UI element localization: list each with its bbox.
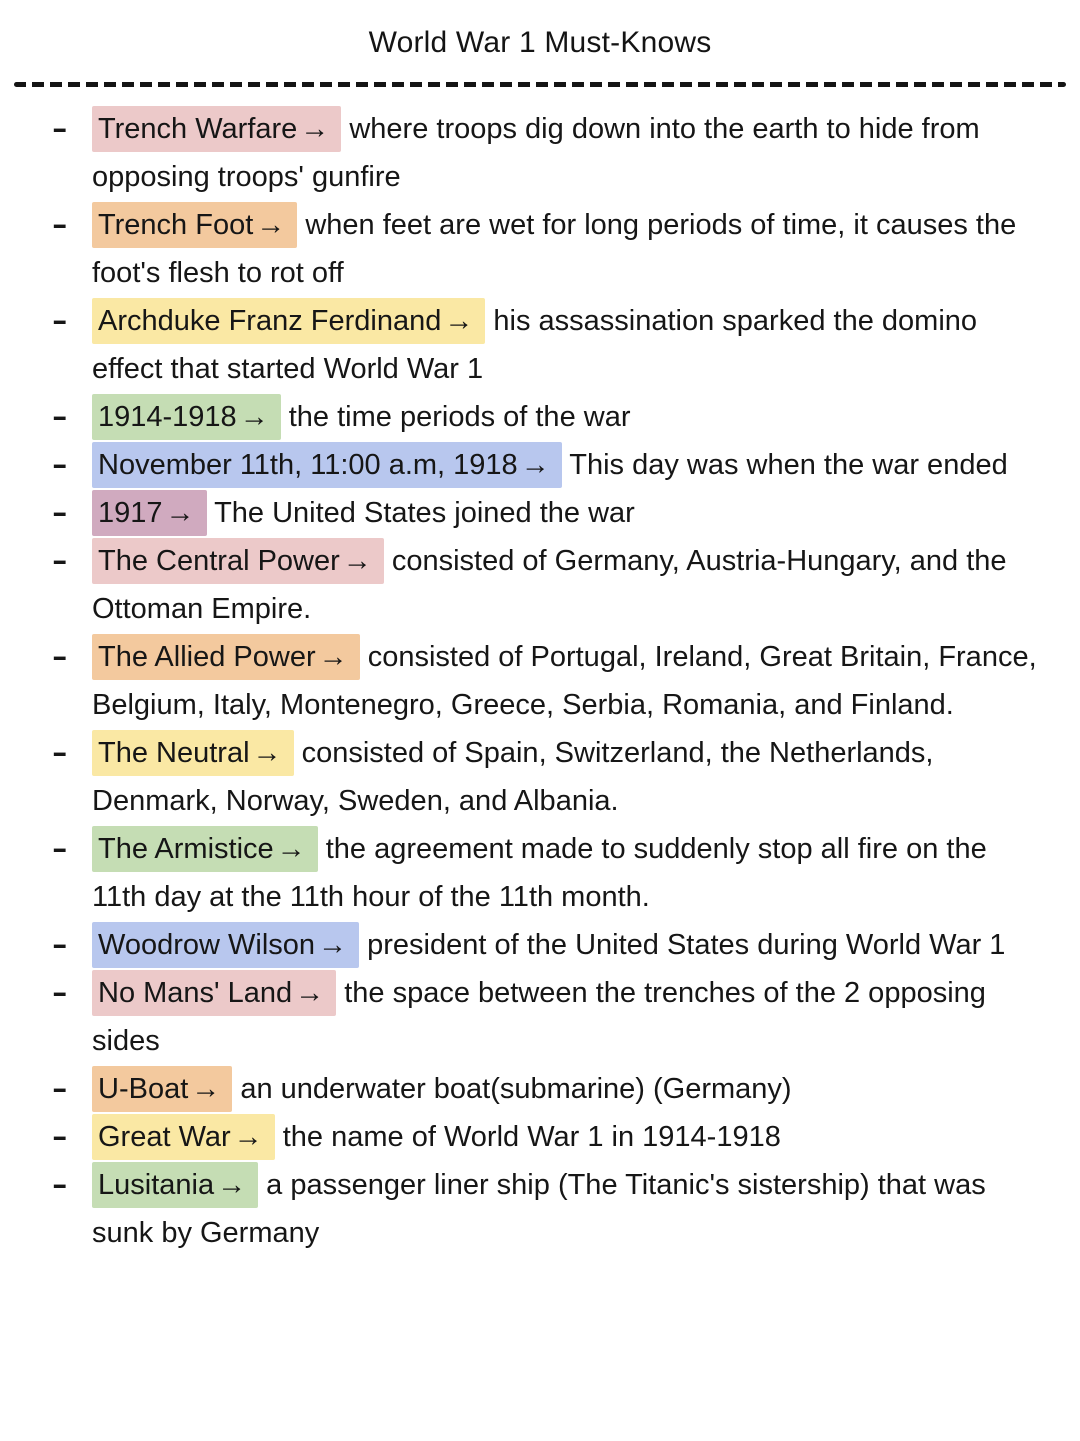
term-highlight [92,922,359,968]
bullet-dash: - [52,545,68,577]
bullet-dash: - [52,401,68,433]
term-highlight [92,970,336,1016]
list-item [0,537,1040,633]
arrow-glyph: → [217,1169,247,1201]
arrow-glyph: → [239,401,269,433]
arrow-glyph: → [318,929,348,961]
term-label: The Armistice [98,833,274,865]
list-item [0,105,1040,201]
term-label: No Mans' Land [98,977,293,1009]
bullet-dash: - [52,209,68,241]
term-highlight [92,202,297,248]
definition-text: This day was when the war ended [569,449,1008,481]
bullet-dash: - [52,929,68,961]
definition-text: an underwater boat(submarine) (Germany) [240,1073,792,1105]
definition-text: consisted of Germany, Austria-Hungary, and the Ottoman Empire. [92,545,1007,625]
arrow-glyph: → [444,305,474,337]
term-highlight [92,490,207,536]
arrow-glyph: → [295,977,325,1009]
term-label: Great War [98,1121,231,1153]
term-highlight [92,634,360,680]
dashed-divider-line [14,82,1066,87]
list-item [0,393,1040,441]
list-item [0,441,1040,489]
arrow-glyph: → [233,1121,263,1153]
list-item [0,297,1040,393]
term-label: Woodrow Wilson [98,929,316,961]
definition-text: president of the United States during World War 1 [367,929,1006,961]
bullet-dash: - [52,641,68,673]
term-label: The Neutral [98,737,250,769]
arrow-glyph: → [300,113,330,145]
bullet-dash: - [52,1073,68,1105]
term-highlight [92,106,341,152]
definition-text: his assassination sparked the domino effect that started World War 1 [92,305,978,385]
terms-list [0,105,1080,1257]
bullet-dash: - [52,449,68,481]
term-highlight [92,730,294,776]
list-item [0,921,1040,969]
definition-text: the agreement made to suddenly stop all fire on the 11th day at the 11th hour of the 11th month. [92,833,987,913]
term-highlight [92,1162,258,1208]
definition-text: the name of World War 1 in 1914-1918 [282,1121,781,1153]
term-label: U-Boat [98,1073,189,1105]
definition-text: the space between the trenches of the 2 opposing sides [92,977,986,1057]
list-item [0,201,1040,297]
bullet-dash: - [52,305,68,337]
list-item [0,1065,1040,1113]
list-item [0,1161,1040,1257]
bullet-dash: - [52,1169,68,1201]
term-highlight [92,1114,275,1160]
bullet-dash: - [52,833,68,865]
term-label: Trench Foot [98,209,254,241]
term-label: The Central Power [98,545,340,577]
bullet-dash: - [52,113,68,145]
arrow-glyph: → [252,737,282,769]
arrow-glyph: → [165,497,195,529]
term-highlight [92,298,485,344]
term-highlight [92,1066,232,1112]
definition-text: the time periods of the war [288,401,631,433]
page-title: World War 1 Must-Knows [368,26,712,59]
term-label: Trench Warfare [98,113,298,145]
definition-text: when feet are wet for long periods of time, it causes the foot's flesh to rot off [92,209,1017,289]
definition-text: a passenger liner ship (The Titanic's sistership) that was sunk by Germany [92,1169,986,1249]
term-highlight [92,826,318,872]
term-label: The Allied Power [98,641,316,673]
definition-text: consisted of Spain, Switzerland, the Netherlands, Denmark, Norway, Sweden, and Albania. [92,737,934,817]
list-item [0,825,1040,921]
bullet-dash: - [52,737,68,769]
definition-text: consisted of Portugal, Ireland, Great Britain, France, Belgium, Italy, Montenegro, Greece, Serbia, Romania, and Finland. [92,641,1037,721]
arrow-glyph: → [276,833,306,865]
term-label: 1917 [98,497,163,529]
term-label: Archduke Franz Ferdinand [98,305,442,337]
arrow-glyph: → [520,449,550,481]
arrow-glyph: → [318,641,348,673]
list-item [0,1113,1040,1161]
definition-text: where troops dig down into the earth to hide from opposing troops' gunfire [92,113,980,193]
term-highlight [92,394,281,440]
bullet-dash: - [52,1121,68,1153]
term-highlight [92,442,562,488]
definition-text: The United States joined the war [214,497,635,529]
list-item [0,969,1040,1065]
bullet-dash: - [52,497,68,529]
arrow-glyph: → [342,545,372,577]
term-label: November 11th, 11:00 a.m, 1918 [98,449,518,481]
bullet-dash: - [52,977,68,1009]
term-label: Lusitania [98,1169,215,1201]
arrow-glyph: → [256,209,286,241]
list-item [0,633,1040,729]
term-label: 1914-1918 [98,401,237,433]
list-item [0,489,1040,537]
list-item [0,729,1040,825]
arrow-glyph: → [191,1073,221,1105]
term-highlight [92,538,384,584]
